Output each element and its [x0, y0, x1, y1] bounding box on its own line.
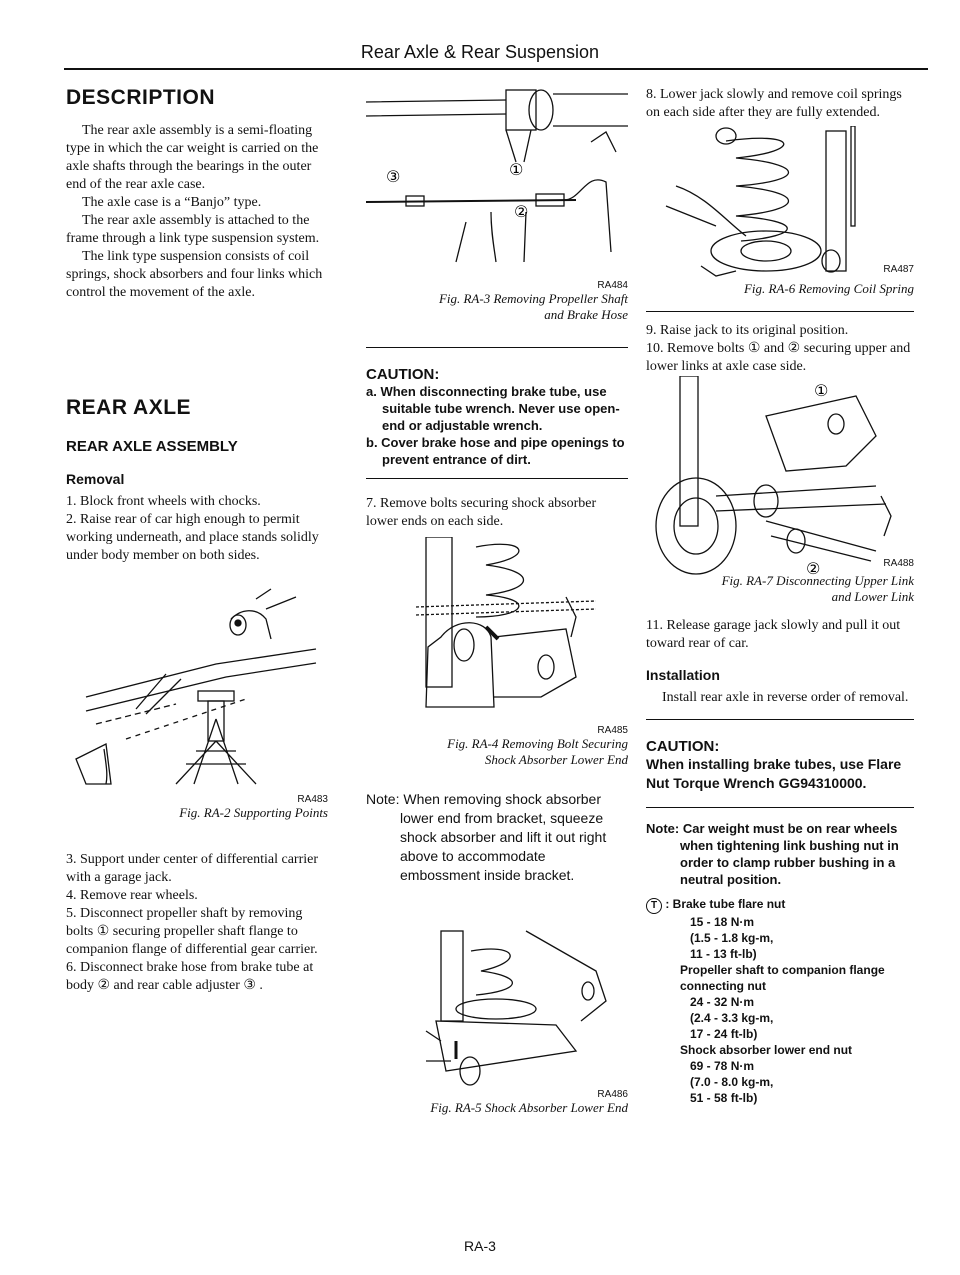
spec-2-value-2: (2.4 - 3.3 kg-m,: [690, 1011, 774, 1025]
description-paragraph-3: The rear axle assembly is attached to the frame through a link type suspension system.: [66, 213, 320, 246]
figure-ra-3-code: RA484: [597, 280, 628, 291]
removal-step-2: 2. Raise rear of car high enough to permit working underneath, and place stands solidly under body member on both sides.: [66, 512, 319, 563]
rear-axle-heading: REAR AXLE: [66, 396, 192, 419]
spec-1-value-3: 11 - 13 ft-lb): [690, 947, 757, 961]
torque-specs: [646, 896, 914, 1106]
coil-spring-illustration: [646, 126, 914, 282]
caution-text-right: When installing brake tubes, use Flare Nut Torque Wrench GG94310000.: [646, 756, 902, 791]
column-right: [646, 86, 914, 1106]
figure-ra-2-code: RA483: [297, 794, 328, 805]
upper-lower-link-illustration: [646, 376, 914, 576]
figure-ra-2: [66, 579, 328, 821]
removal-step-9: 9. Raise jack to its original position.: [646, 323, 849, 338]
description-paragraph-4: The link type suspension consists of coil springs, shock absorbers and four links which control the movement of the axle.: [66, 249, 323, 300]
removal-step-3: 3. Support under center of differential carrier with a garage jack.: [66, 852, 319, 885]
spec-3-value-1: 69 - 78 N·m: [690, 1059, 755, 1073]
spec-2-value-3: 17 - 24 ft-lb): [690, 1027, 758, 1041]
shock-absorber-lower-end-illustration: [366, 921, 628, 1089]
fig7-callout-1: ①: [814, 381, 829, 400]
figure-ra-7-code: RA488: [883, 558, 914, 569]
figure-ra-3-caption-1: Fig. RA-3 Removing Propeller Shaft: [438, 291, 628, 306]
removal-step-6: 6. Disconnect brake hose from brake tube at body ② and rear cable adjuster ③ .: [66, 960, 314, 993]
header-rule: [64, 68, 928, 70]
shock-absorber-bolt-illustration: [366, 537, 628, 725]
figure-ra-7: [646, 376, 914, 605]
spec-2-label: Propeller shaft to companion flange connecting nut: [680, 963, 885, 993]
figure-ra-4-caption-1: Fig. RA-4 Removing Bolt Securing: [447, 736, 628, 751]
figure-ra-6: [646, 126, 914, 297]
installation-note: Note: Car weight must be on rear wheels when tightening link bushing nut in order to clamp rubber bushing in a neutral position.: [646, 821, 899, 887]
figure-ra-5-code: RA486: [597, 1089, 628, 1100]
spec-brake-tube-flare-nut: [646, 896, 914, 914]
figure-ra-4-caption-2: Shock Absorber Lower End: [484, 752, 628, 767]
description-paragraph-1: The rear axle assembly is a semi-floating type in which the car weight is carried on the axle shafts through the bearings in the outer end of the rear axle case.: [66, 123, 319, 192]
spec-1-value-2: (1.5 - 1.8 kg-m,: [690, 931, 774, 945]
figure-ra-7-caption-2: and Lower Link: [831, 589, 914, 604]
page-header: Rear Axle & Rear Suspension: [360, 42, 600, 62]
column-middle: [366, 82, 628, 1116]
removal-step-8: 8. Lower jack slowly and remove coil springs on each side after they are fully extended.: [646, 87, 902, 120]
removal-step-5: 5. Disconnect propeller shaft by removing bolts ① securing propeller shaft flange to companion flange of differential gear carrier.: [66, 906, 318, 957]
removal-step-10: 10. Remove bolts ① and ② securing upper and lower links at axle case side.: [646, 341, 911, 374]
page-number: RA-3: [464, 1238, 496, 1254]
torque-icon: T: [646, 898, 662, 914]
fig7-callout-2: ②: [806, 559, 821, 576]
fig3-callout-1: ①: [509, 160, 524, 179]
spec-intro: : Brake tube flare nut: [665, 897, 786, 911]
caution-title: CAUTION:: [366, 366, 440, 383]
propeller-shaft-illustration: [366, 82, 628, 280]
caution-item-b: b. Cover brake hose and pipe openings to prevent entrance of dirt.: [366, 435, 625, 467]
figure-ra-4: [366, 537, 628, 768]
removal-step-7: 7. Remove bolts securing shock absorber lower ends on each side.: [366, 496, 597, 529]
installation-heading: Installation: [646, 667, 720, 683]
spec-3-value-3: 51 - 58 ft-lb): [690, 1091, 758, 1105]
figure-ra-3: [366, 82, 628, 323]
caution-title-right: CAUTION:: [646, 738, 720, 755]
description-heading: DESCRIPTION: [66, 86, 216, 109]
figure-ra-4-code: RA485: [597, 725, 628, 736]
fig3-callout-2: ②: [514, 202, 529, 221]
figure-ra-6-caption: Fig. RA-6 Removing Coil Spring: [743, 281, 914, 296]
caution-item-a: a. When disconnecting brake tube, use suitable tube wrench. Never use open-end or adjustable wrench.: [366, 384, 620, 433]
removal-step-11: 11. Release garage jack slowly and pull it out toward rear of car.: [646, 618, 901, 651]
spec-3-value-2: (7.0 - 8.0 kg-m,: [690, 1075, 774, 1089]
supporting-points-illustration: [66, 579, 328, 794]
installation-text: Install rear axle in reverse order of removal.: [662, 690, 909, 705]
removal-heading: Removal: [66, 471, 125, 487]
removal-step-1: 1. Block front wheels with chocks.: [66, 494, 261, 509]
figure-ra-3-caption-2: and Brake Hose: [544, 307, 628, 322]
spec-2-value-1: 24 - 32 N·m: [690, 995, 755, 1009]
figure-ra-5-caption: Fig. RA-5 Shock Absorber Lower End: [430, 1100, 628, 1115]
spec-1-value-1: 15 - 18 N·m: [690, 915, 755, 929]
description-paragraph-2: The axle case is a “Banjo” type.: [82, 195, 262, 210]
figure-ra-5: [366, 921, 628, 1116]
shock-removal-note: Note: When removing shock absorber lower end from bracket, squeeze shock absorber and lift it out right above to accommodate embossment inside bracket.: [366, 791, 607, 883]
column-left: [66, 86, 328, 995]
figure-ra-2-caption: Fig. RA-2 Supporting Points: [179, 805, 328, 820]
spec-3-label: Shock absorber lower end nut: [680, 1043, 853, 1057]
fig3-callout-3: ③: [386, 167, 401, 186]
removal-step-4: 4. Remove rear wheels.: [66, 888, 198, 903]
figure-ra-7-caption-1: Fig. RA-7 Disconnecting Upper Link: [721, 573, 914, 588]
rear-axle-assembly-heading: REAR AXLE ASSEMBLY: [66, 438, 238, 455]
figure-ra-6-code: RA487: [883, 264, 914, 275]
